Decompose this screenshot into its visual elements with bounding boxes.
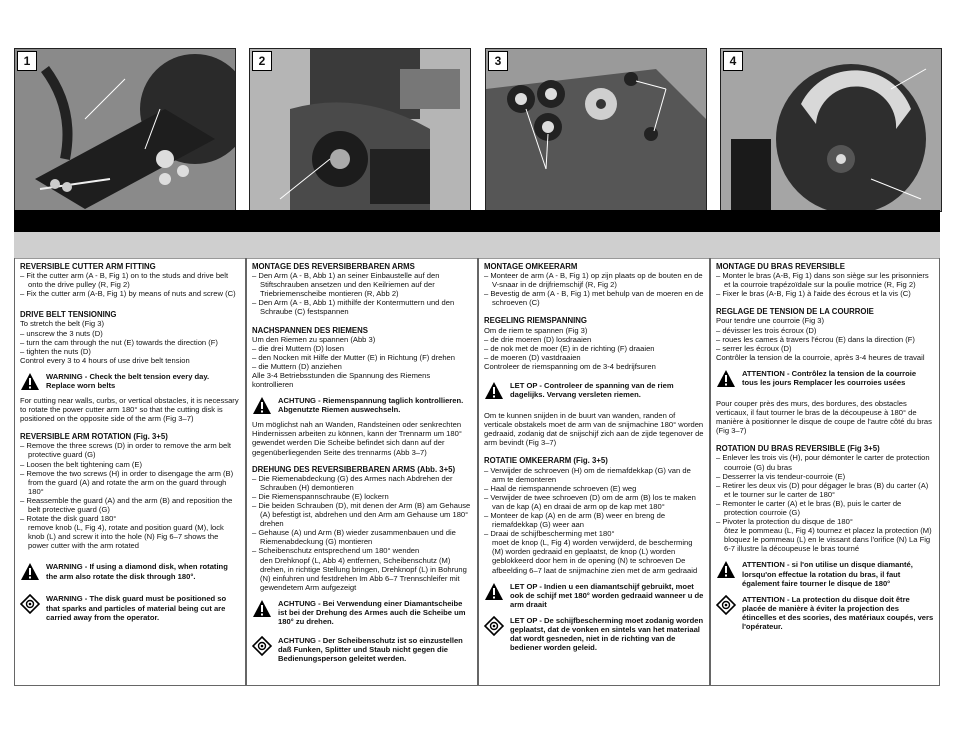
eye-protection-icon [20, 594, 40, 614]
list-item: – tighten the nuts (D) [20, 346, 91, 356]
section-header [14, 232, 940, 259]
paragraph: Om de riem te spannen (Fig 3) [484, 325, 588, 335]
column-dutch [478, 258, 710, 686]
list-item: – Fixer le bras (A-B, Fig 1) à l'aide des écrous et la vis (C) [716, 289, 911, 299]
list-item: – Fit the cutter arm (A - B, Fig 1) on to the studs and drive belt onto the drive pulley (R, Fig 2) [20, 271, 229, 290]
warning-block [484, 582, 704, 609]
list-item: – de nok met de moer (E) in de richting (F) draaien [484, 343, 655, 353]
list-item: – Remonter le carter (A) et le bras (B), puis le carter de protection courroie (G) [716, 498, 902, 517]
warning-block [252, 396, 472, 416]
eye-protection-icon [252, 636, 272, 656]
heading: MONTAGE DES REVERSIBERBAREN ARMS [252, 262, 415, 271]
list-item: – unscrew the 3 nuts (D) [20, 328, 103, 338]
paragraph: Pour tendre une courroie (Fig 3) [716, 316, 825, 326]
heading: NACHSPANNEN DES RIEMENS [252, 325, 368, 335]
paragraph: remove knob (L, Fig 4), rotate and position guard (M), lock knob (L) and screw it into the hole (N) Fig 6–7 shows the power cutter with the arm rotated [28, 523, 224, 551]
warning-block [484, 381, 704, 401]
list-item: – Retirer les deux vis (D) pour dégager le bras (B) du carter (A) et le tourner sur le carter de 180° [716, 480, 929, 499]
list-item: – de drie moeren (D) losdraaien [484, 334, 592, 344]
heading: REGELING RIEMSPANNING [484, 316, 587, 326]
list-item: – dévisser les trois écroux (D) [716, 325, 817, 335]
list-item: – turn the cam through the nut (E) towards the direction (F) [20, 337, 218, 347]
list-item: – de moeren (D) vastdraaien [484, 352, 581, 362]
figure-number: 2 [252, 51, 272, 71]
column-english [14, 258, 246, 686]
paragraph: Pour couper près des murs, des bordures, des obstacles verticaux, il faut tourner le bras de la découpeuse à 180° de manière à positionner le disque de coupe de l'autre côté du bras (Fig 3–7) [716, 398, 932, 436]
paragraph: moet de knop (L, Fig 4) worden verwijderd, de bescherming (M) worden gedraaid en geplaatst, de knop (L) worden geblokkeerd door hem in de opening (N) te schroeven De afbeelding 6–7 laat de snijmachine zien met de arm gedraaid [492, 538, 698, 575]
warning-text: ACHTUNG - Riemenspannung taglich kontrollieren. Abgenutzte Riemen auswechseln. [278, 396, 464, 415]
list-item: – Die Riemenspannschraube (E) lockern [252, 491, 389, 501]
list-item: – Monteer de kap (A) en de arm (B) weer en breng de riemafdekkap (G) weer aan [484, 510, 666, 530]
list-item: – Desserrer la vis tendeur-courroie (E) [716, 471, 846, 481]
figure-number: 3 [488, 51, 508, 71]
heading: DRIVE BELT TENSIONING [20, 310, 117, 320]
list-item: – Rotate the disk guard 180° [20, 514, 117, 524]
warning-triangle-icon [716, 369, 736, 389]
paragraph: Alle 3-4 Betriebsstunden die Spannung des Riemens kontrollieren [252, 371, 431, 390]
paragraph: Contrôler la tension de la courroie, après 3-4 heures de travail [716, 352, 925, 362]
figure-4 [720, 48, 942, 212]
warning-block [716, 595, 934, 631]
list-item: – Scheibenschutz entsprechend um 180° wenden [252, 546, 420, 556]
warning-text: LET OP - Controleer de spanning van de riem dagelijks. Vervang versleten riemen. [510, 381, 674, 400]
list-item: – Verwijder de twee schroeven (D) om de arm (B) los te maken van de kap (A) en draai de arm op de kap met 180° [484, 492, 696, 511]
list-item: – Reassemble the guard (A) and the arm (B) and reposition the belt protective guard (G) [20, 495, 233, 514]
warning-text: ATTENTION - La protection du disque doit être placée de manière à éviter la projection des étincelles et des scories, des matériaux coupés, vers l'opérateur. [742, 594, 934, 631]
heading: ROTATION DU BRAS REVERSIBLE (Fig 3+5) [716, 444, 880, 454]
warning-text: WARNING - Check the belt tension every day. Replace worn belts [46, 371, 210, 391]
figure-3 [485, 48, 707, 212]
warning-text: ACHTUNG - Bei Verwendung einer Diamantscheibe ist bei der Drehung des Armes auch die Scheibe um 180° zu drehen. [278, 598, 466, 627]
warning-triangle-icon [20, 562, 40, 582]
warning-block [716, 369, 934, 389]
list-item: – Gehause (A) und Arm (B) wieder zusammenbauen und die Riemenabdeckung (G) montieren [252, 528, 456, 547]
figure-3-image [486, 49, 706, 211]
warning-block [20, 562, 240, 582]
heading: MONTAGE DU BRAS REVERSIBLE [716, 262, 845, 271]
list-item: – Monteer de arm (A - B, Fig 1) op zijn plaats op de bouten en de V-snaar in de drijfriemschijf (R, Fig 2) [484, 271, 703, 290]
warning-text: ACHTUNG - Der Scheibenschutz ist so einzustellen daß Funken, Splitter und Staub nicht gegen die Bedienungsperson geleitet werden. [278, 636, 463, 664]
section-bar [14, 210, 940, 232]
column-french [710, 258, 940, 686]
figure-4-image [721, 49, 941, 211]
heading: DREHUNG DES REVERSIBERBAREN ARMS (Abb. 3+5) [252, 464, 456, 474]
heading: MONTAGE OMKEERARM [484, 262, 578, 271]
list-item: – Den Arm (A - B, Abb 1) mithilfe der Kontermuttern und den Schraube (C) festspannen [252, 298, 455, 317]
figure-number: 4 [723, 51, 743, 71]
list-item: – Bevestig de arm (A - B, Fig 1) met behulp van de moeren en de schroeven (C) [484, 289, 704, 308]
paragraph: den Drehknopf (L, Abb 4) entfernen, Scheibenschutz (M) drehen, in richtige Stellung bringen, Drehknopf (L) in Bohrung (N) einfuhren und festdrehen Im Abb 6–7 Trennschleifer mit gewendetem Arm aufgezeigt [260, 555, 467, 592]
list-item: – die drei Muttern (D) losen [252, 343, 345, 353]
list-item: – Pivoter la protection du disque de 180° [716, 517, 853, 527]
list-item: – Die Riemenabdeckung (G) des Armes nach Abdrehen der Schrauben (H) demontieren [252, 473, 453, 492]
warning-triangle-icon [252, 396, 272, 416]
instruction-columns [14, 258, 940, 688]
warning-text: WARNING - The disk guard must be positioned so that sparks and particles of material being cut are carried away from the operator. [46, 594, 227, 622]
warning-text: ATTENTION - Contrôlez la tension de la courroie tous les jours Remplacer les courroies usées [742, 368, 917, 388]
column-german [246, 258, 478, 686]
warning-triangle-icon [20, 372, 40, 392]
figure-number: 1 [17, 51, 37, 71]
list-item: – die Muttern (D) anziehen [252, 361, 342, 371]
heading: REGLAGE DE TENSION DE LA COURROIE [716, 307, 874, 317]
list-item: – Den Arm (A - B, Abb 1) an seiner Einbaustelle auf den Stiftschrauben ansetzen und den Keilriemen auf der Triebriemenscheibe montieren (R, Abb 2) [252, 271, 440, 299]
list-item: – Die beiden Schrauben (D), mit denen der Arm (B) am Gehause (A) befestigt ist, abdrehen und den Arm am Gehause um 180° drehen [252, 500, 471, 529]
paragraph: Um den Riemen zu spannen (Abb 3) [252, 334, 376, 344]
figure-2 [249, 48, 471, 212]
figure-1-image [15, 49, 235, 211]
warning-triangle-icon [252, 599, 272, 619]
heading: REVERSIBLE ARM ROTATION (Fig. 3+5) [20, 432, 168, 442]
list-item: – Draai de schijfbescherming met 180° [484, 529, 615, 539]
paragraph: For cutting near walls, curbs, or vertical obstacles, it is necessary to rotate the power cutter arm 180° so that the cutting disk is positioned on the opposite side of the arm (Fig 3–7) [20, 395, 239, 424]
figure-2-image [250, 49, 470, 211]
list-item: – serrer les écroux (D) [716, 343, 792, 353]
warning-triangle-icon [484, 381, 504, 401]
list-item: – Verwijder de schroeven (H) om de riemafdekkap (G) van de arm te demonteren [484, 465, 691, 484]
paragraph: Control every 3 to 4 hours of use drive belt tension [20, 355, 190, 365]
warning-text: WARNING - If using a diamond disk, when rotating the arm also rotate the disk through 180°. [46, 562, 228, 581]
warning-text: LET OP - Indien u een diamantschijf gebruikt, moet ook de schijf met 180° worden gedraaid wanneer u de arm draait [510, 581, 704, 609]
heading: REVERSIBLE CUTTER ARM FITTING [20, 262, 156, 271]
list-item: – Monter le bras (A-B, Fig 1) dans son siège sur les prisonniers et la courroie trapézoïdale sur la poulie motrice (R, Fig 2) [716, 271, 929, 290]
list-item: – roues les cames à travers l'écrou (E) dans la direction (F) [716, 334, 915, 344]
list-item: – Fix the cutter arm (A-B, Fig 1) by means of nuts and screw (C) [20, 289, 236, 299]
paragraph: Um möglichst nah an Wanden, Randsteinen oder senkrechten Hindernissen arbeiten zu können, kann der Trennarm um 180° gewendet werden Die Scheibe befindet sich dann auf der gegenüberliegenden Seite des trennarms (Abb 3–7) [252, 420, 462, 457]
warning-block [716, 560, 934, 587]
list-item: – Haal de riemspannende schroeven (E) weg [484, 483, 637, 493]
warning-triangle-icon [716, 560, 736, 580]
figure-1 [14, 48, 236, 212]
paragraph: ôtez le pommeau (L, Fig 4) tournez et placez la protection (M) bloquez le pommeau (L) en le vissant dans l'orifice (N) La Fig 6-7 illustre la découpeuse le bras tourné [724, 526, 932, 554]
heading: ROTATIE OMKEERARM (Fig. 3+5) [484, 456, 608, 466]
list-item: – Remove the three screws (D) in order to remove the arm belt protective guard (G) [20, 441, 232, 460]
eye-protection-icon [716, 595, 736, 615]
list-item: – den Nocken mit Hilfe der Mutter (E) in Richtung (F) drehen [252, 352, 456, 362]
list-item: – Enlever les trois vis (H), pour démonter le carter de protection courroie (G) du bras [716, 453, 930, 472]
list-item: – Remove the two screws (H) in order to disengage the arm (B) from the guard (A) and rotate the arm on the guard through 180° [20, 468, 234, 496]
warning-block [20, 372, 240, 392]
warning-block [252, 636, 472, 663]
eye-protection-icon [484, 616, 504, 636]
warning-block [252, 599, 472, 626]
warning-triangle-icon [484, 582, 504, 602]
paragraph: Controleer de riemspanning om de 3-4 bedrijfsuren [484, 361, 656, 371]
list-item: – Loosen the belt tightening cam (E) [20, 459, 142, 469]
paragraph: To stretch the belt (Fig 3) [20, 319, 104, 329]
warning-block [484, 616, 704, 652]
figure-strip [14, 48, 940, 212]
warning-text: LET OP - De schijfbescherming moet zodanig worden geplaatst, dat de vonken en sintels van het materiaal dat wordt gesneden, niet in de richting van de bediener worden geleid. [510, 615, 704, 653]
warning-text: ATTENTION - si l'on utilise un disque diamanté, lorsqu'on effectue la rotation du bras, il faut également faire tourner le disque de 180° [742, 560, 913, 588]
warning-block [20, 594, 240, 621]
paragraph: Om te kunnen snijden in de buurt van wanden, randen of verticale obstakels moet de arm van de snijmachine 180° worden gedraaid, zodanig dat de snijschijf zich aan de zijde tegenover de arm bevindt (Fig 3–7) [484, 411, 704, 448]
